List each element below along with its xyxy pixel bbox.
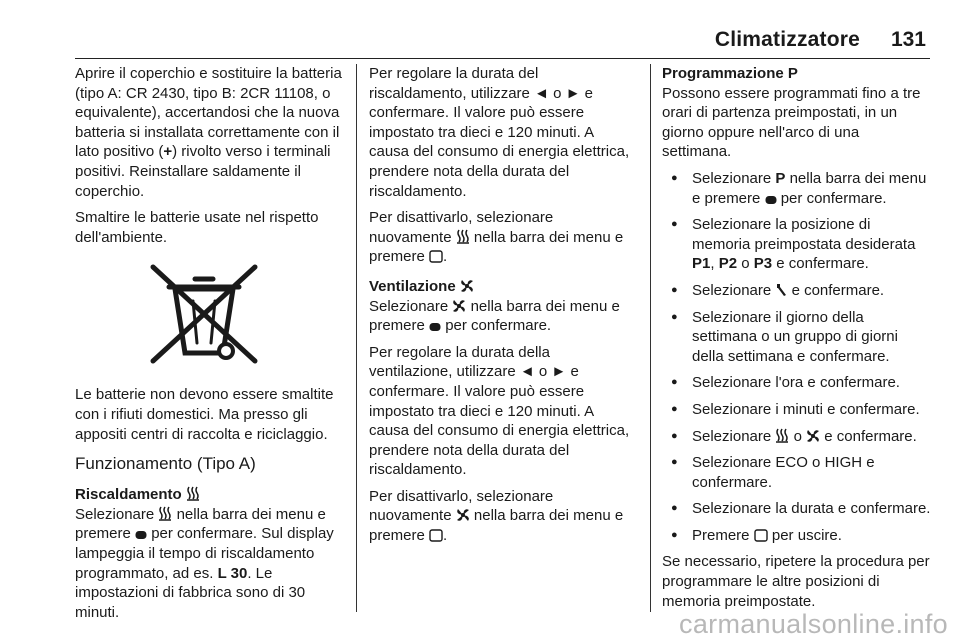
page-title: Climatizzatore bbox=[714, 28, 860, 51]
paragraph: Smaltire le batterie usate nel rispetto dell'ambiente. bbox=[75, 209, 319, 246]
paragraph: Aprire il coperchio e sostituire la batteria (tipo A: CR 2430, tipo B: 2CR 11108, o equivalente), accertandosi che la nuova batteria si installata correttamente con il lato positivo (+) rivolto verso i terminali positivi. Reinstallare saldamente il coperchio. bbox=[75, 65, 342, 200]
fan-icon bbox=[460, 279, 474, 293]
plus-symbol: + bbox=[163, 143, 173, 161]
paragraph: Possono essere programmati fino a tre orari di partenza preimpostati, in un giorno oppure nell'arco di una settimana. bbox=[662, 84, 921, 161]
list-item: ● Selezionare l'ora e confermare. bbox=[662, 373, 932, 393]
column-2 bbox=[369, 64, 637, 553]
page-header bbox=[75, 22, 930, 59]
watermark: carmanualsonline.info bbox=[679, 609, 948, 639]
heating-icon bbox=[158, 506, 172, 521]
paragraph: Selezionare nella barra dei menu e premere per confermare. Sul display lampeggia il tempo di riscaldamento programmato, ad es. L 30. Le impostazioni di fabbrica sono di 30 minuti. bbox=[75, 505, 334, 621]
section-heading: Funzionamento (Tipo A) bbox=[75, 454, 256, 474]
column-3 bbox=[662, 64, 932, 618]
display-code: L 30 bbox=[217, 564, 248, 582]
confirm-button-icon bbox=[765, 195, 777, 205]
list-item: ● Selezionare o e confermare. bbox=[662, 427, 932, 447]
heating-icon bbox=[456, 229, 470, 244]
subsection-heading: Riscaldamento bbox=[75, 485, 345, 505]
fan-icon bbox=[806, 429, 820, 443]
fan-icon bbox=[452, 299, 466, 313]
column-divider bbox=[650, 64, 651, 612]
column-1 bbox=[75, 64, 345, 629]
fan-icon bbox=[456, 508, 470, 522]
paragraph: Per disattivarlo, selezionare nuovamente nella barra dei menu e premere . bbox=[369, 487, 624, 545]
exit-button-icon bbox=[429, 250, 443, 263]
subsection-heading: Ventilazione bbox=[369, 277, 637, 297]
list-item: ● Selezionare la durata e confermare. bbox=[662, 499, 932, 519]
paragraph: Le batterie non devono essere smaltite con i rifiuti domestici. Ma presso gli appositi centri di raccolta e riciclaggio. bbox=[75, 386, 334, 443]
list-item: ● Selezionare ECO o HIGH e confermare. bbox=[662, 453, 932, 492]
confirm-button-icon bbox=[135, 530, 147, 540]
exit-button-icon bbox=[754, 529, 768, 542]
list-item: ● Selezionare il giorno della settimana o un gruppo di giorni della settimana e confermare. bbox=[662, 308, 932, 367]
paragraph: Per disattivarlo, selezionare nuovamente nella barra dei menu e premere . bbox=[369, 209, 624, 266]
list-item: ● Selezionare la posizione di memoria preimpostata desiderata P1, P2 o P3 e confermare. bbox=[662, 215, 932, 274]
paragraph: Selezionare nella barra dei menu e premere per confermare. bbox=[369, 297, 620, 335]
wrench-icon bbox=[775, 283, 787, 297]
subsection-heading: Programmazione P bbox=[662, 65, 798, 82]
paragraph: Per regolare la durata della ventilazione, utilizzare ◄ o ► e confermare. Il valore può essere impostato tra dieci e 120 minuti. A causa del consumo di energia elettrica, prendere nota della durata del riscaldamento. bbox=[369, 343, 630, 479]
column-divider bbox=[356, 64, 357, 612]
list-item: ● Selezionare P nella barra dei menu e premere per confermare. bbox=[662, 169, 932, 208]
page-number: 131 bbox=[890, 28, 926, 51]
crossed-bin-icon bbox=[145, 261, 263, 367]
list-item: ● Selezionare e confermare. bbox=[662, 281, 932, 301]
list-item: ● Premere per uscire. bbox=[662, 526, 932, 546]
list-item: ● Selezionare i minuti e confermare. bbox=[662, 400, 932, 420]
instruction-list bbox=[662, 169, 932, 546]
confirm-button-icon bbox=[429, 322, 441, 332]
heating-icon bbox=[775, 428, 789, 443]
heating-icon bbox=[186, 486, 200, 501]
paragraph: Per regolare la durata del riscaldamento, utilizzare ◄ o ► e confermare. Il valore può essere impostato tra dieci e 120 minuti. A causa del consumo di energia elettrica, prendere nota della durata del riscaldamento. bbox=[369, 65, 630, 200]
exit-button-icon bbox=[429, 529, 443, 542]
paragraph: Se necessario, ripetere la procedura per programmare le altre posizioni di memoria preimpostate. bbox=[662, 553, 930, 610]
